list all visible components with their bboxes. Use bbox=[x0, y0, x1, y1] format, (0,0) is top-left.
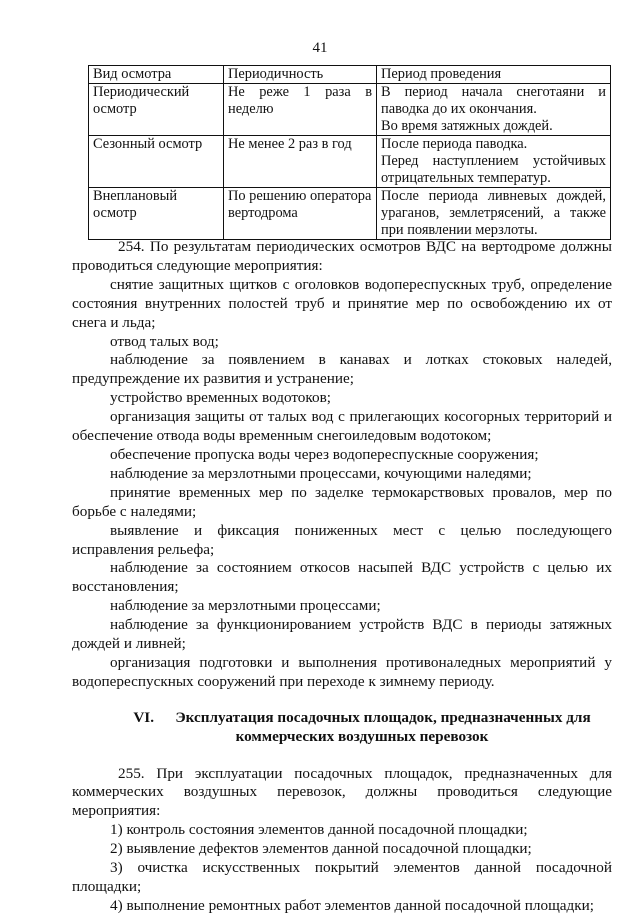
cell-periodicity: Не реже 1 раза в неделю bbox=[224, 84, 377, 136]
measure-item: наблюдение за состоянием откосов насыпей ВДС устройств с целью их восстановления; bbox=[72, 559, 612, 596]
cell-periodicity: Не менее 2 раз в год bbox=[224, 136, 377, 188]
section-number: VI. bbox=[133, 708, 155, 726]
measure-item: наблюдение за функционированием устройств ВДС в периоды затяжных дождей и ливней; bbox=[72, 616, 612, 653]
list-item: 4) выполнение ремонтных работ элементов данной посадочной площадки; bbox=[110, 896, 594, 914]
cell-periodicity: По решению оператора вертодрома bbox=[224, 188, 377, 240]
inspection-table bbox=[88, 65, 611, 240]
cell-period bbox=[377, 188, 611, 240]
cell-period bbox=[377, 136, 611, 188]
paragraph-254: 254. По результатам периодических осмотров ВДС на вертодроме должны проводиться следующие мероприятия: bbox=[72, 238, 612, 274]
table-row bbox=[89, 84, 611, 136]
measure-item: снятие защитных щитков с оголовков водопереспускных труб, определение состояния внутренних полостей труб и принятие мер по освобождению их от снега и льда; bbox=[72, 275, 612, 331]
measure-item: наблюдение за мерзлотными процессами; bbox=[110, 597, 381, 615]
period-line: Во время затяжных дождей. bbox=[381, 118, 553, 134]
cell-kind: Внеплановый осмотр bbox=[89, 188, 224, 240]
header-kind: Вид осмотра bbox=[89, 66, 224, 84]
section-title: Эксплуатация посадочных площадок, предназначенных для коммерческих воздушных перевозок bbox=[175, 708, 591, 745]
cell-kind: Сезонный осмотр bbox=[89, 136, 224, 188]
table-header-row bbox=[89, 66, 611, 84]
document-body bbox=[72, 238, 612, 916]
measure-item: отвод талых вод; bbox=[110, 332, 219, 350]
measure-item: устройство временных водотоков; bbox=[110, 389, 331, 407]
page-number: 41 bbox=[312, 40, 328, 56]
list-item: 2) выявление дефектов элементов данной посадочной площадки; bbox=[110, 840, 532, 858]
period-line: Перед наступлением устойчивых отрицательных температур. bbox=[381, 153, 606, 186]
table-row bbox=[89, 188, 611, 240]
header-periodicity: Периодичность bbox=[224, 66, 377, 84]
measure-item: обеспечение пропуска воды через водопереспускные сооружения; bbox=[110, 445, 539, 463]
period-line: После периода ливневых дождей, ураганов, землетрясений, а также при появлении мерзлоты. bbox=[381, 188, 606, 238]
period-line: В период начала снеготаяни и паводка до их окончания. bbox=[381, 84, 606, 117]
period-line: После периода паводка. bbox=[381, 136, 528, 152]
measure-item: выявление и фиксация пониженных мест с целью последующего исправления рельефа; bbox=[72, 521, 612, 558]
paragraph-255: 255. При эксплуатации посадочных площадок, предназначенных для коммерческих воздушных перевозок, должны проводиться следующие мероприятия: bbox=[72, 764, 612, 820]
measure-item: организация подготовки и выполнения противоналедных мероприятий у водопереспускных сооружений при переходе к зимнему периоду. bbox=[72, 653, 612, 690]
table-row bbox=[89, 136, 611, 188]
cell-kind: Периодический осмотр bbox=[89, 84, 224, 136]
section-heading bbox=[72, 709, 612, 747]
header-period: Период проведения bbox=[377, 66, 611, 84]
measure-item: принятие временных мер по заделке термокарствовых провалов, мер по борьбе с наледями; bbox=[72, 483, 612, 520]
measure-item: наблюдение за появлением в канавах и лотках стоковых наледей, предупреждение их развития и устранение; bbox=[72, 351, 612, 388]
measure-item: наблюдение за мерзлотными процессами, кочующими наледями; bbox=[110, 464, 532, 482]
cell-period bbox=[377, 84, 611, 136]
list-item: 3) очистка искусственных покрытий элементов данной посадочной площадки; bbox=[72, 859, 612, 895]
list-item: 1) контроль состояния элементов данной посадочной площадки; bbox=[110, 821, 528, 839]
measure-item: организация защиты от талых вод с прилегающих косогорных территорий и обеспечение отвода воды временным снегоиледовым водотоком; bbox=[72, 408, 612, 445]
